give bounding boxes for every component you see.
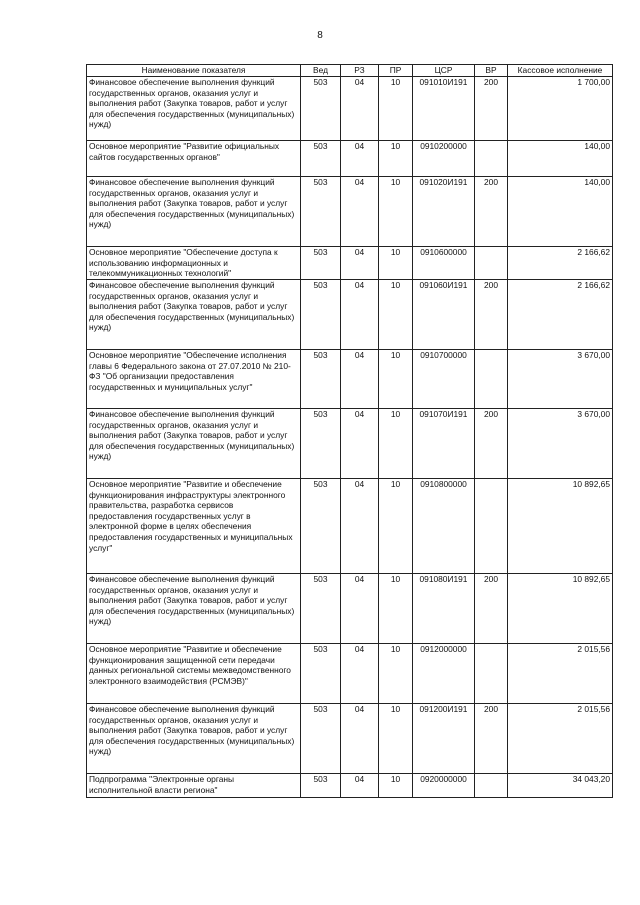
row-ved: 503 <box>301 280 341 350</box>
row-sum: 140,00 <box>508 141 613 177</box>
row-ved: 503 <box>301 77 341 141</box>
row-name: Финансовое обеспечение выполнения функций государственных органов, оказания услуг и выполнения работ (Закупка товаров, работ и услуг для обеспечения государственных (муниципальных) нужд) <box>87 704 301 774</box>
row-rz: 04 <box>341 77 379 141</box>
row-name: Финансовое обеспечение выполнения функций государственных органов, оказания услуг и выполнения работ (Закупка товаров, работ и услуг для обеспечения государственных (муниципальных) нужд) <box>87 409 301 479</box>
row-name: Финансовое обеспечение выполнения функций государственных органов, оказания услуг и выполнения работ (Закупка товаров, работ и услуг для обеспечения государственных (муниципальных) нужд) <box>87 77 301 141</box>
row-name: Финансовое обеспечение выполнения функций государственных органов, оказания услуг и выполнения работ (Закупка товаров, работ и услуг для обеспечения государственных (муниципальных) нужд) <box>87 280 301 350</box>
row-vr <box>475 247 508 280</box>
row-rz: 04 <box>341 280 379 350</box>
row-ved: 503 <box>301 177 341 247</box>
header-name: Наименование показателя <box>87 65 301 77</box>
row-name: Финансовое обеспечение выполнения функций государственных органов, оказания услуг и выполнения работ (Закупка товаров, работ и услуг для обеспечения государственных (муниципальных) нужд) <box>87 574 301 644</box>
row-rz: 04 <box>341 350 379 409</box>
row-ved: 503 <box>301 141 341 177</box>
row-pr: 10 <box>379 247 413 280</box>
row-csr: 091070И191 <box>413 409 475 479</box>
row-name: Основное мероприятие "Обеспечение исполнения главы 6 Федерального закона от 27.07.2010 № 210-ФЗ "Об организации предоставления государственных и муниципальных услуг" <box>87 350 301 409</box>
row-vr: 200 <box>475 280 508 350</box>
row-sum: 3 670,00 <box>508 409 613 479</box>
row-csr: 0910600000 <box>413 247 475 280</box>
table-row <box>87 77 613 141</box>
table-header-row <box>87 65 613 77</box>
row-sum: 140,00 <box>508 177 613 247</box>
row-csr: 0910200000 <box>413 141 475 177</box>
row-vr: 200 <box>475 704 508 774</box>
row-sum: 34 043,20 <box>508 774 613 798</box>
row-ved: 503 <box>301 704 341 774</box>
table-row <box>87 409 613 479</box>
row-rz: 04 <box>341 704 379 774</box>
row-rz: 04 <box>341 479 379 574</box>
budget-table <box>86 64 613 798</box>
row-csr: 091200И191 <box>413 704 475 774</box>
row-pr: 10 <box>379 704 413 774</box>
table-body <box>87 77 613 798</box>
row-rz: 04 <box>341 409 379 479</box>
row-sum: 2 015,56 <box>508 704 613 774</box>
row-pr: 10 <box>379 644 413 704</box>
page-number: 8 <box>317 30 323 41</box>
row-ved: 503 <box>301 479 341 574</box>
row-vr <box>475 774 508 798</box>
row-rz: 04 <box>341 177 379 247</box>
row-ved: 503 <box>301 409 341 479</box>
row-vr <box>475 644 508 704</box>
row-rz: 04 <box>341 774 379 798</box>
row-sum: 10 892,65 <box>508 574 613 644</box>
row-csr: 0910800000 <box>413 479 475 574</box>
row-pr: 10 <box>379 350 413 409</box>
table-row <box>87 177 613 247</box>
header-rz: РЗ <box>341 65 379 77</box>
header-csr: ЦСР <box>413 65 475 77</box>
table-row <box>87 704 613 774</box>
row-name: Основное мероприятие "Обеспечение доступа к использованию информационных и телекоммуникационных технологий" <box>87 247 301 280</box>
row-vr: 200 <box>475 409 508 479</box>
table-row <box>87 774 613 798</box>
row-vr <box>475 350 508 409</box>
row-vr: 200 <box>475 574 508 644</box>
header-ved: Вед <box>301 65 341 77</box>
row-csr: 0920000000 <box>413 774 475 798</box>
row-ved: 503 <box>301 644 341 704</box>
row-name: Основное мероприятие "Развитие официальных сайтов государственных органов" <box>87 141 301 177</box>
row-pr: 10 <box>379 774 413 798</box>
row-pr: 10 <box>379 177 413 247</box>
row-ved: 503 <box>301 774 341 798</box>
row-sum: 2 166,62 <box>508 247 613 280</box>
header-pr: ПР <box>379 65 413 77</box>
table-row <box>87 644 613 704</box>
row-pr: 10 <box>379 574 413 644</box>
row-pr: 10 <box>379 280 413 350</box>
row-name: Основное мероприятие "Развитие и обеспечение функционирования защищенной сети передачи данных региональной системы межведомственного электронного взаимодействия (РСМЭВ)" <box>87 644 301 704</box>
row-name: Подпрограмма "Электронные органы исполнительной власти региона" <box>87 774 301 798</box>
row-ved: 503 <box>301 247 341 280</box>
header-vr: ВР <box>475 65 508 77</box>
row-csr: 0910700000 <box>413 350 475 409</box>
row-pr: 10 <box>379 479 413 574</box>
row-vr <box>475 479 508 574</box>
row-csr: 091060И191 <box>413 280 475 350</box>
row-rz: 04 <box>341 141 379 177</box>
row-vr: 200 <box>475 177 508 247</box>
row-ved: 503 <box>301 350 341 409</box>
table-row <box>87 350 613 409</box>
row-sum: 3 670,00 <box>508 350 613 409</box>
row-pr: 10 <box>379 409 413 479</box>
row-csr: 091020И191 <box>413 177 475 247</box>
row-sum: 2 015,56 <box>508 644 613 704</box>
table-row <box>87 479 613 574</box>
row-vr <box>475 141 508 177</box>
row-pr: 10 <box>379 141 413 177</box>
table-row <box>87 574 613 644</box>
row-sum: 2 166,62 <box>508 280 613 350</box>
row-rz: 04 <box>341 574 379 644</box>
row-name: Финансовое обеспечение выполнения функций государственных органов, оказания услуг и выполнения работ (Закупка товаров, работ и услуг для обеспечения государственных (муниципальных) нужд) <box>87 177 301 247</box>
row-rz: 04 <box>341 644 379 704</box>
row-rz: 04 <box>341 247 379 280</box>
row-vr: 200 <box>475 77 508 141</box>
row-ved: 503 <box>301 574 341 644</box>
row-name: Основное мероприятие "Развитие и обеспечение функционирования инфраструктуры электронного правительства, разработка сервисов предоставления государственных услуг в электронной форме в целях обеспечения предоставления государственных и муниципальных услуг" <box>87 479 301 574</box>
row-pr: 10 <box>379 77 413 141</box>
header-sum: Кассовое исполнение <box>508 65 613 77</box>
table-row <box>87 280 613 350</box>
table-row <box>87 141 613 177</box>
row-csr: 091010И191 <box>413 77 475 141</box>
table-row <box>87 247 613 280</box>
row-csr: 091080И191 <box>413 574 475 644</box>
row-sum: 10 892,65 <box>508 479 613 574</box>
row-sum: 1 700,00 <box>508 77 613 141</box>
row-csr: 0912000000 <box>413 644 475 704</box>
